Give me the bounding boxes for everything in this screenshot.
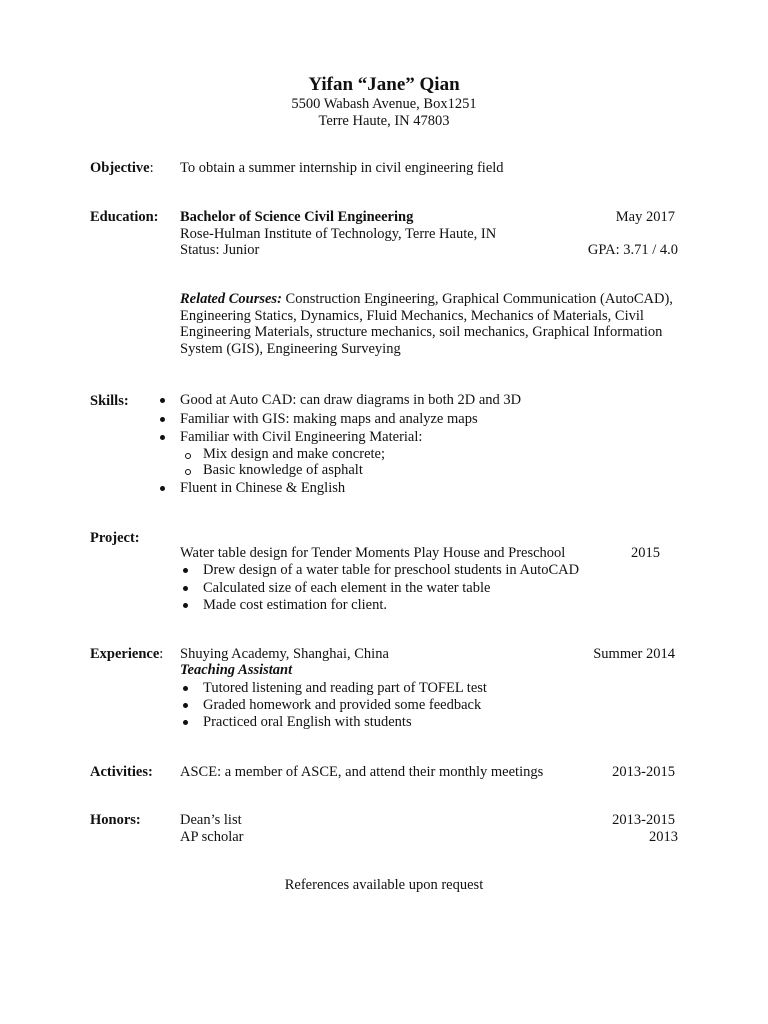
references-note: References available upon request xyxy=(284,877,484,893)
experience-bullet: Graded homework and provided some feedback xyxy=(203,697,482,713)
courses-line-2: Engineering Statics, Dynamics, Fluid Mechanics, Mechanics of Materials, Civil xyxy=(180,308,644,324)
activities-label: Activities: xyxy=(90,764,153,780)
sub-bullet-icon xyxy=(185,469,191,475)
bullet-icon xyxy=(183,603,188,608)
bullet-icon xyxy=(183,703,188,708)
skill-item: Good at Auto CAD: can draw diagrams in both 2D and 3D xyxy=(180,392,522,408)
skill-subitem: Basic knowledge of asphalt xyxy=(203,462,363,478)
skill-subitem: Mix design and make concrete; xyxy=(203,446,385,462)
project-bullet: Drew design of a water table for preschool students in AutoCAD xyxy=(203,562,580,578)
address-line-2: Terre Haute, IN 47803 xyxy=(318,113,450,129)
education-label: Education: xyxy=(90,209,159,225)
courses-line-1: Related Courses: Construction Engineering, Graphical Communication (AutoCAD), xyxy=(180,291,673,307)
bullet-icon xyxy=(183,568,188,573)
objective-text: To obtain a summer internship in civil engineering field xyxy=(180,160,504,176)
bullet-icon xyxy=(183,720,188,725)
skill-item: Fluent in Chinese & English xyxy=(180,480,346,496)
courses-line-4: System (GIS), Engineering Surveying xyxy=(180,341,401,357)
honor-name: Dean’s list xyxy=(180,812,242,828)
project-label: Project: xyxy=(90,530,140,546)
bullet-icon xyxy=(160,435,165,440)
degree: Bachelor of Science Civil Engineering xyxy=(180,209,414,225)
activities-text: ASCE: a member of ASCE, and attend their monthly meetings xyxy=(180,764,544,780)
honor-name: AP scholar xyxy=(180,829,244,845)
project-title: Water table design for Tender Moments Play House and Preschool xyxy=(180,545,566,561)
honor-date: 2013-2015 xyxy=(612,812,675,828)
experience-date: Summer 2014 xyxy=(593,646,675,662)
honors-label: Honors: xyxy=(90,812,141,828)
objective-label: Objective: xyxy=(90,160,154,176)
skill-item: Familiar with GIS: making maps and analyze maps xyxy=(180,411,478,427)
bullet-icon xyxy=(160,417,165,422)
experience-role: Teaching Assistant xyxy=(180,662,293,678)
applicant-name: Yifan “Jane” Qian xyxy=(308,74,460,95)
bullet-icon xyxy=(160,398,165,403)
experience-bullet: Tutored listening and reading part of TOFEL test xyxy=(203,680,487,696)
graduation-date: May 2017 xyxy=(615,209,675,225)
bullet-icon xyxy=(183,586,188,591)
project-year: 2015 xyxy=(631,545,660,561)
experience-label: Experience: xyxy=(90,646,164,662)
experience-bullet: Practiced oral English with students xyxy=(203,714,412,730)
skill-item: Familiar with Civil Engineering Material: xyxy=(180,429,423,445)
skills-label: Skills: xyxy=(90,393,129,409)
bullet-icon xyxy=(160,486,165,491)
address-line-1: 5500 Wabash Avenue, Box1251 xyxy=(291,96,477,112)
bullet-icon xyxy=(183,686,188,691)
project-bullet: Calculated size of each element in the water table xyxy=(203,580,491,596)
gpa: GPA: 3.71 / 4.0 xyxy=(587,242,678,258)
courses-line-3: Engineering Materials, structure mechanics, soil mechanics, Graphical Information xyxy=(180,324,663,340)
project-bullet: Made cost estimation for client. xyxy=(203,597,388,613)
sub-bullet-icon xyxy=(185,453,191,459)
honor-date: 2013 xyxy=(649,829,678,845)
status: Status: Junior xyxy=(180,242,260,258)
school: Rose-Hulman Institute of Technology, Terre Haute, IN xyxy=(180,226,497,242)
activities-date: 2013-2015 xyxy=(612,764,675,780)
experience-org: Shuying Academy, Shanghai, China xyxy=(180,646,389,662)
